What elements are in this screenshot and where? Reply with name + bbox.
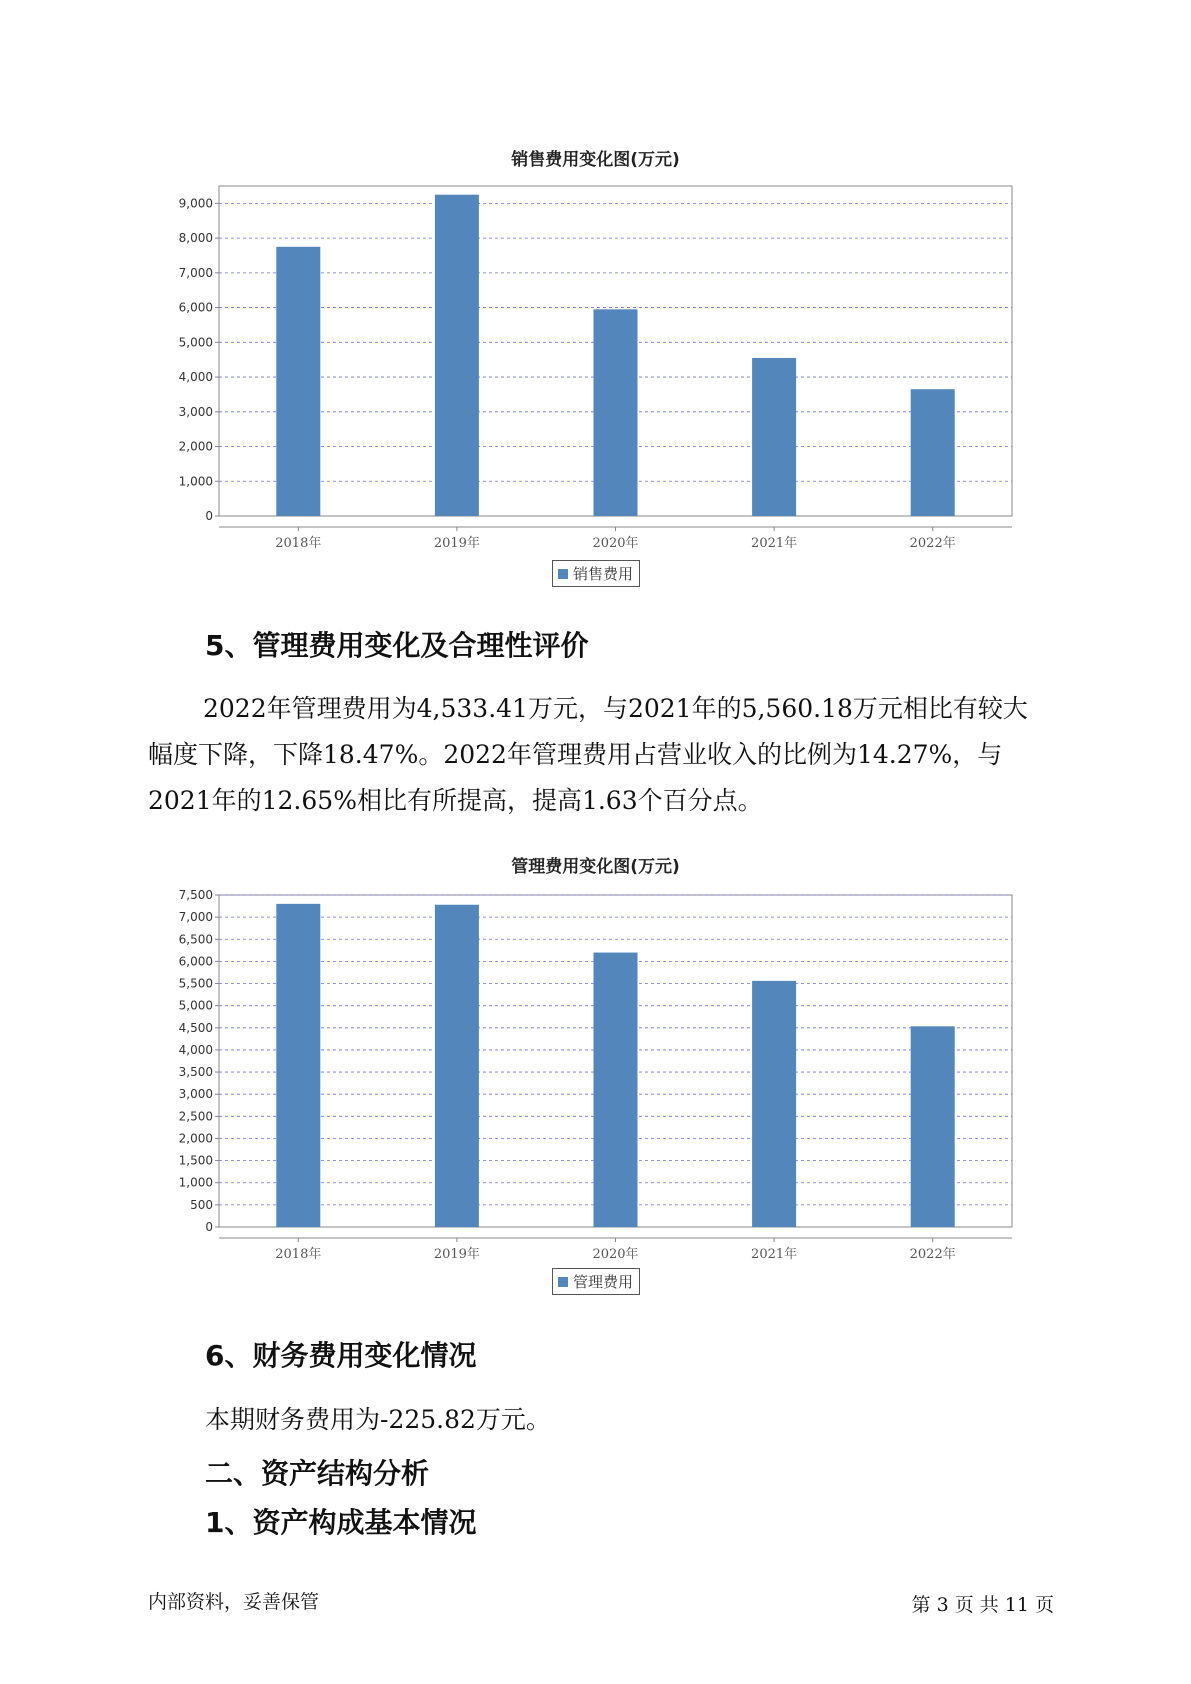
y-tick-label: 2,000	[178, 1131, 213, 1146]
y-tick-label: 1,000	[178, 1175, 213, 1190]
y-tick-label: 2,000	[178, 439, 213, 454]
legend-swatch	[558, 1277, 568, 1287]
y-tick-label: 7,500	[178, 888, 213, 902]
y-tick-label: 4,000	[178, 1042, 213, 1057]
y-tick-label: 6,000	[178, 300, 213, 315]
x-tick-label: 2018年	[275, 536, 322, 551]
x-tick-label: 2020年	[592, 536, 639, 551]
y-tick-label: 3,000	[178, 1087, 213, 1102]
x-tick-label: 2019年	[433, 536, 480, 551]
y-tick-label: 7,000	[178, 910, 213, 925]
y-tick-label: 8,000	[178, 231, 213, 246]
section-6-heading: 6、财务费用变化情况	[205, 1339, 477, 1372]
x-tick-label: 2019年	[433, 1247, 480, 1262]
y-tick-label: 6,500	[178, 932, 213, 947]
admin-chart-legend	[552, 1268, 640, 1295]
y-tick-label: 9,000	[178, 196, 213, 211]
x-tick-label: 2021年	[751, 536, 798, 551]
y-tick-label: 4,000	[178, 370, 213, 385]
x-tick-label: 2021年	[751, 1247, 798, 1262]
footer-confidential: 内部资料，妥善保管	[148, 1591, 320, 1613]
y-tick-label: 1,500	[178, 1153, 213, 1168]
bar	[276, 904, 320, 1227]
x-tick-label: 2022年	[909, 536, 956, 551]
bar	[594, 953, 638, 1227]
part-2-heading: 二、资产结构分析	[205, 1457, 430, 1490]
x-tick-label: 2018年	[275, 1247, 322, 1262]
y-tick-label: 5,500	[178, 976, 213, 991]
y-tick-label: 0	[205, 1220, 213, 1234]
sales-chart-title: 销售费用变化图(万元)	[511, 150, 680, 170]
y-tick-label: 5,000	[178, 335, 213, 350]
section-5-heading: 5、管理费用变化及合理性评价	[205, 629, 589, 662]
y-tick-label: 1,000	[178, 474, 213, 489]
y-tick-label: 6,000	[178, 954, 213, 969]
y-tick-label: 4,500	[178, 1020, 213, 1035]
part-2-1-heading: 1、资产构成基本情况	[205, 1506, 477, 1539]
legend-label: 销售费用	[573, 565, 634, 583]
x-tick-label: 2022年	[909, 1247, 956, 1262]
legend-label: 管理费用	[573, 1273, 634, 1291]
section-5-paragraph: 2022年管理费用为4,533.41万元，与2021年的5,560.18万元相比有较大幅度下降，下降18.47%。2022年管理费用占营业收入的比例为14.27%，与2021年的12.65%相比有所提高，提高1.63个百分点。	[148, 694, 1028, 815]
admin-chart-title: 管理费用变化图(万元)	[511, 857, 680, 877]
y-tick-label: 5,000	[178, 998, 213, 1013]
footer-page-number: 第 3 页 共 11 页	[911, 1594, 1054, 1616]
section-6-paragraph: 本期财务费用为-225.82万元。	[205, 1405, 551, 1434]
x-tick-label: 2020年	[592, 1247, 639, 1262]
y-tick-label: 7,000	[178, 265, 213, 280]
bar	[911, 1026, 955, 1227]
y-tick-label: 500	[190, 1197, 213, 1212]
y-tick-label: 0	[205, 509, 213, 523]
y-tick-label: 2,500	[178, 1109, 213, 1124]
bar	[752, 981, 796, 1227]
y-tick-label: 3,000	[178, 404, 213, 419]
bar	[435, 905, 479, 1227]
y-tick-label: 3,500	[178, 1065, 213, 1080]
